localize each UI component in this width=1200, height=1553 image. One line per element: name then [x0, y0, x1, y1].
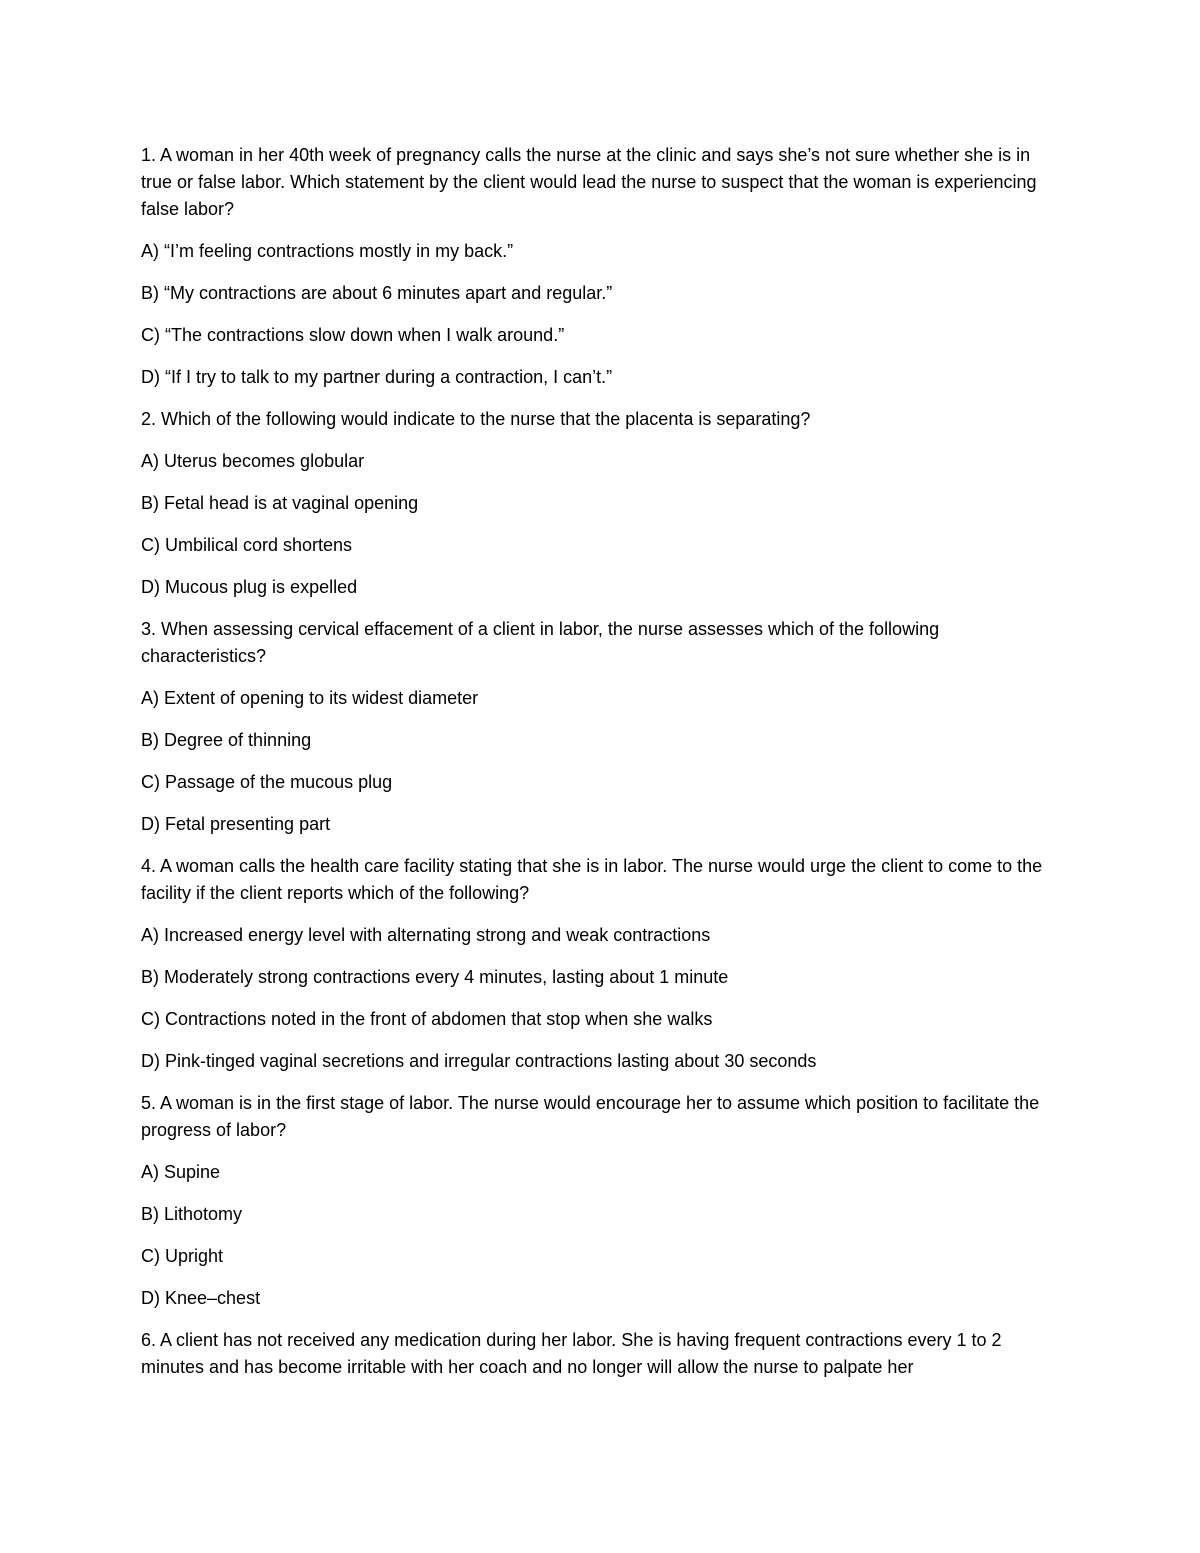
- answer-option-a: A) “I’m feeling contractions mostly in my back.”: [141, 241, 514, 261]
- question-5: [141, 1090, 1061, 1312]
- question-1: [141, 142, 1061, 391]
- answer-option-b: B) Lithotomy: [141, 1204, 243, 1224]
- answer-option-d: D) Pink-tinged vaginal secretions and irregular contractions lasting about 30 seconds: [141, 1051, 817, 1071]
- answer-option-b: B) Degree of thinning: [141, 730, 312, 750]
- answer-option-a: A) Supine: [141, 1162, 221, 1182]
- question-stem: 6. A client has not received any medication during her labor. She is having frequent contractions every 1 to 2 minutes and has become irritable with her coach and no longer will allow the nurse to palpate her: [141, 1330, 1002, 1377]
- answer-option-c: C) Passage of the mucous plug: [141, 772, 393, 792]
- document-page: [141, 142, 1061, 1396]
- answer-option-d: D) Mucous plug is expelled: [141, 577, 358, 597]
- question-3: [141, 616, 1061, 838]
- answer-option-d: D) Fetal presenting part: [141, 814, 331, 834]
- answer-option-c: C) Contractions noted in the front of abdomen that stop when she walks: [141, 1009, 713, 1029]
- answer-option-c: C) Upright: [141, 1246, 224, 1266]
- question-stem: 4. A woman calls the health care facility stating that she is in labor. The nurse would urge the client to come to the facility if the client reports which of the following?: [141, 856, 1043, 903]
- answer-option-c: C) “The contractions slow down when I walk around.”: [141, 325, 565, 345]
- question-4: [141, 853, 1061, 1075]
- answer-option-a: A) Increased energy level with alternating strong and weak contractions: [141, 925, 711, 945]
- question-stem: 1. A woman in her 40th week of pregnancy calls the nurse at the clinic and says she’s not sure whether she is in true or false labor. Which statement by the client would lead the nurse to suspect that the woman is experiencing false labor?: [141, 145, 1037, 219]
- answer-option-c: C) Umbilical cord shortens: [141, 535, 353, 555]
- answer-option-b: B) Fetal head is at vaginal opening: [141, 493, 419, 513]
- question-6: [141, 1327, 1061, 1381]
- question-2: [141, 406, 1061, 601]
- question-stem: 5. A woman is in the first stage of labor. The nurse would encourage her to assume which position to facilitate the progress of labor?: [141, 1093, 1040, 1140]
- answer-option-a: A) Uterus becomes globular: [141, 451, 365, 471]
- answer-option-a: A) Extent of opening to its widest diameter: [141, 688, 479, 708]
- question-stem: 2. Which of the following would indicate to the nurse that the placenta is separating?: [141, 409, 811, 429]
- answer-option-b: B) Moderately strong contractions every 4 minutes, lasting about 1 minute: [141, 967, 729, 987]
- answer-option-d: D) Knee–chest: [141, 1288, 261, 1308]
- answer-option-b: B) “My contractions are about 6 minutes apart and regular.”: [141, 283, 613, 303]
- answer-option-d: D) “If I try to talk to my partner during a contraction, I can’t.”: [141, 367, 613, 387]
- question-stem: 3. When assessing cervical effacement of a client in labor, the nurse assesses which of the following characteristics?: [141, 619, 940, 666]
